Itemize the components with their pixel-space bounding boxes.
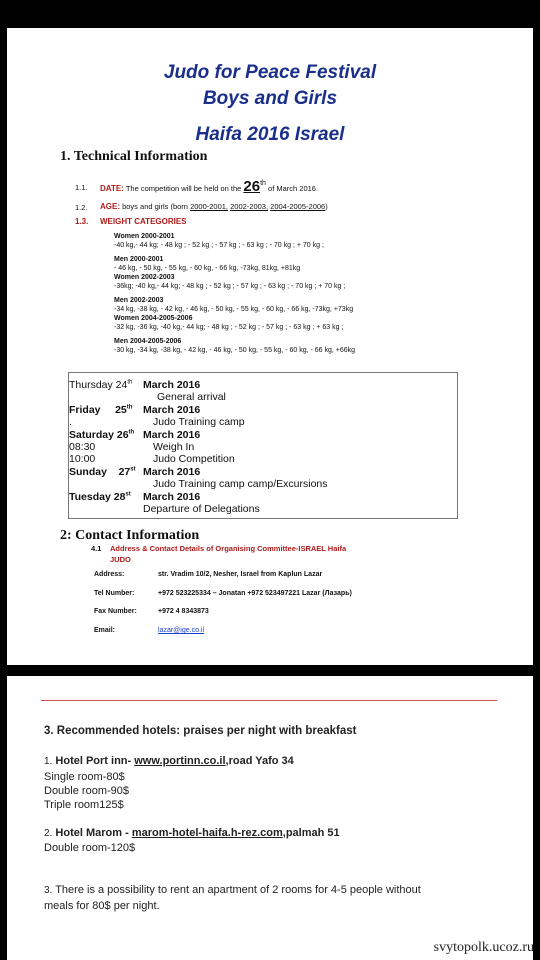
weight-categories-label: WEIGHT CATEGORIES (100, 217, 187, 226)
note-number: 3. (44, 885, 53, 896)
schedule-time: 10:00 (69, 453, 96, 465)
title-line-1: Judo for Peace Festival (163, 62, 377, 83)
category-heading: Men 2004-2005-2006 (114, 338, 182, 345)
category-heading: Men 2002-2003 (114, 297, 164, 304)
section-2-heading: 2: Contact Information (60, 528, 200, 543)
schedule-box (68, 372, 458, 519)
schedule-time: 08:30 (69, 441, 96, 453)
tel-value: +972 523225334 – Jonatan +972 523497221 Lazar (Лазарь) (158, 590, 352, 597)
age-label: AGE: (100, 202, 120, 211)
document-page-2 (7, 676, 533, 960)
email-link[interactable]: lazar@ige.co.il (158, 627, 205, 634)
hotel-1-line (44, 755, 294, 767)
age-close: ) (325, 202, 328, 211)
category-weights: - 46 kg, - 50 kg, - 55 kg, - 60 kg, - 66 kg, -73kg, 81kg, +81kg (114, 265, 301, 272)
schedule-event: Judo Training camp (153, 416, 245, 428)
schedule-month: March 2016 (143, 404, 201, 416)
date-day-suffix: th (260, 179, 266, 187)
title-line-2: Boys and Girls (202, 88, 338, 109)
age-years-a: 2000-2001, (190, 202, 229, 211)
apartment-note-line-1 (44, 884, 421, 896)
date-label: DATE: (100, 184, 124, 193)
category-weights: -34 kg, -38 kg, - 42 kg, - 46 kg, - 50 kg, - 55 kg, - 60 kg, - 66 kg, -73kg, +73kg (114, 306, 354, 313)
schedule-day: Sunday 27st (69, 466, 136, 478)
date-day: 26 (243, 178, 261, 195)
item-1-2-line (100, 202, 328, 211)
note-text-1: There is a possibility to rent an apartment of 2 rooms for 4-5 people without (55, 884, 421, 896)
divider-line (41, 700, 497, 701)
schedule-day: Saturday 26th (69, 429, 135, 441)
category-heading: Women 2002-2003 (114, 274, 175, 281)
hotel-1-url[interactable]: www.portinn.co.il (134, 755, 226, 767)
category-heading: Women 2000-2001 (114, 233, 175, 240)
sub-number: 4.1 (91, 544, 102, 553)
hotel-2-name: Hotel Marom - (55, 827, 129, 839)
room-price: Double room-120$ (44, 842, 136, 854)
schedule-month: March 2016 (143, 491, 201, 503)
date-text-after: of March 2016. (268, 184, 319, 193)
schedule-month: March 2016 (143, 429, 201, 441)
schedule-event: Judo Competition (153, 453, 235, 465)
age-text: boys and girls (born (122, 202, 188, 211)
category-weights: -40 kg,- 44 kg; - 48 kg ; - 52 kg ; - 57 kg ; - 63 kg ; - 70 kg ; + 70 kg ; (114, 242, 324, 249)
schedule-event: Weigh In (153, 441, 195, 453)
category-weights: -30 kg, -34 kg, -38 kg, - 42 kg, - 46 kg, - 50 kg, - 55 kg, - 60 kg, - 66 kg, +66kg (114, 347, 356, 354)
schedule-month: March 2016 (143, 379, 201, 391)
schedule-day: Tuesday 28st (69, 491, 131, 503)
schedule-day: Friday 25th (69, 404, 133, 416)
room-price: Triple room125$ (44, 799, 124, 811)
schedule-event: Departure of Delegations (143, 503, 260, 515)
hotel-1-number: 1. (44, 756, 53, 767)
hotel-2-number: 2. (44, 828, 53, 839)
schedule-month: March 2016 (143, 466, 201, 478)
address-value: str. Vradim 10/2, Nesher, Israel from Kaplun Lazar (158, 571, 323, 578)
category-weights: -32 kg, -36 kg, -40 kg,- 44 kg; - 48 kg ; - 52 kg ; - 57 kg ; - 63 kg ; + 63 kg ; (114, 324, 344, 331)
title-line-3: Haifa 2016 Israel (195, 124, 345, 145)
category-heading: Men 2000-2001 (114, 256, 164, 263)
schedule-day: Thursday 24th (69, 379, 133, 391)
age-years-b: 2002-2003, (230, 202, 269, 211)
hotel-2-line (44, 827, 340, 839)
room-price: Double room-90$ (44, 785, 129, 797)
category-heading: Women 2004-2005-2006 (114, 315, 193, 322)
address-label: Address: (94, 571, 125, 578)
hotel-2-url[interactable]: marom-hotel-haifa.h-rez.com (131, 827, 283, 839)
schedule-event: Judo Training camp camp/Excursions (153, 478, 328, 490)
item-1-1-line (100, 178, 318, 195)
item-1-1-number: 1.1. (75, 183, 88, 192)
item-1-2-number: 1.2. (75, 203, 88, 212)
apartment-note-line-2: meals for 80$ per night. (44, 900, 160, 912)
contact-sub-heading-2: JUDO (110, 555, 131, 564)
document-page-1 (7, 28, 533, 665)
watermark: svytopolk.ucoz.ru (433, 940, 534, 955)
category-weights: -36kg; -40 kg,- 44 kg; - 48 kg ; - 52 kg ; - 57 kg ; - 63 kg ; - 70 kg ; + 70 kg ; (114, 283, 346, 290)
item-1-3-number: 1.3. (75, 217, 89, 226)
hotel-1-name: Hotel Port inn- (55, 755, 132, 767)
fax-value: +972 4 8343873 (158, 608, 209, 615)
fax-label: Fax Number: (94, 608, 137, 615)
hotels-heading: 3. Recommended hotels: praises per night with breakfast (44, 725, 357, 737)
schedule-event: General arrival (157, 391, 226, 403)
email-label: Email: (94, 627, 116, 634)
schedule-dot: . (69, 416, 72, 428)
date-text-before: The competition will be held on the (125, 184, 242, 193)
hotel-2-address: ,palmah 51 (282, 827, 340, 839)
age-years-c: 2004-2005-2006 (270, 202, 326, 211)
section-1-heading: 1. Technical Information (60, 149, 208, 164)
room-price: Single room-80$ (44, 771, 125, 783)
tel-label: Tel Number: (94, 590, 135, 597)
hotel-1-address: ,road Yafo 34 (225, 755, 294, 767)
contact-sub-heading-1: Address & Contact Details of Organising Committee-ISRAEL Haifa (110, 544, 347, 553)
